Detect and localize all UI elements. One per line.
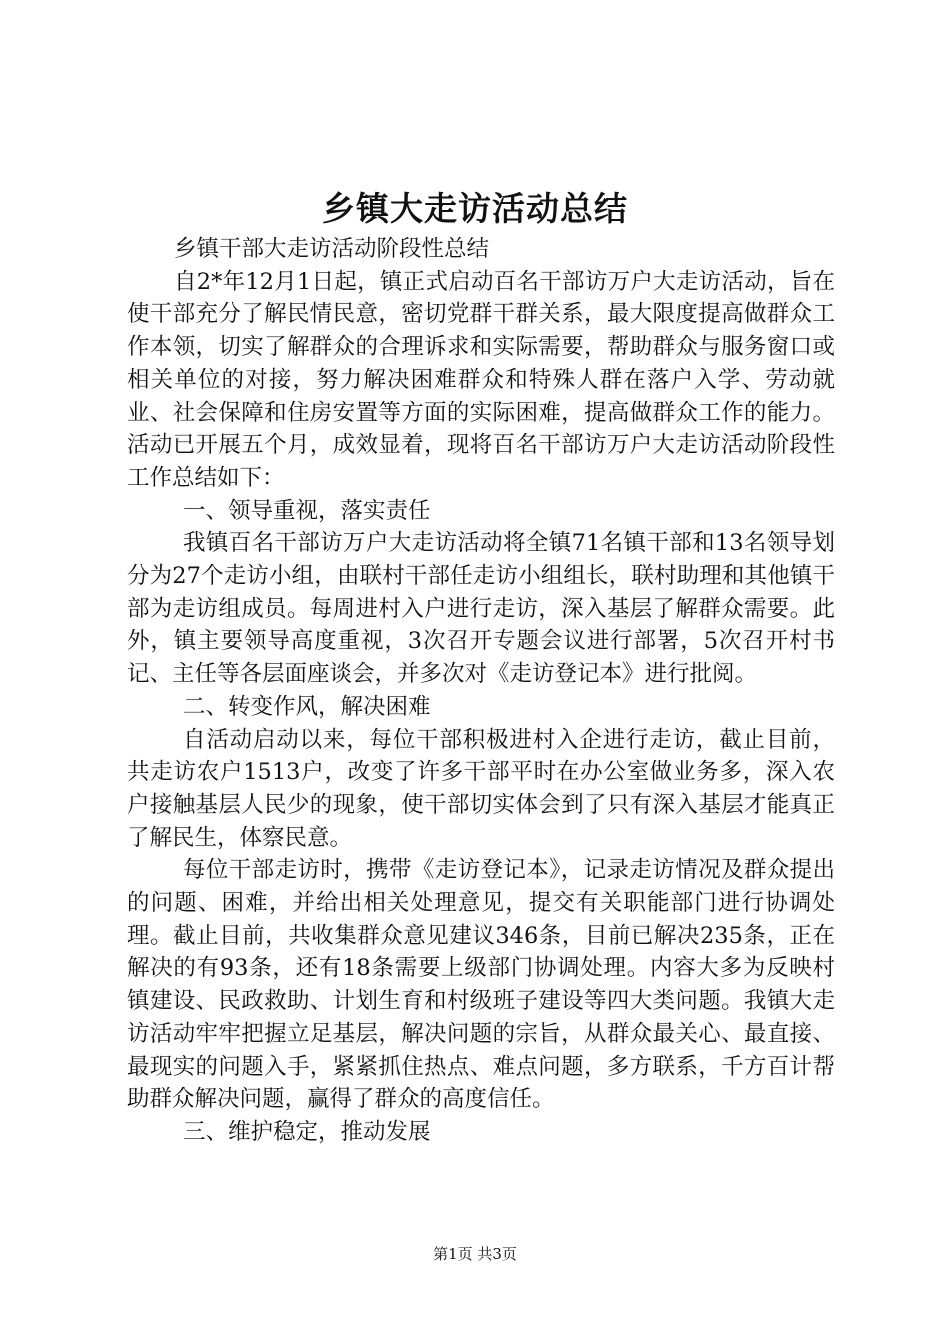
section-heading-1: 一、领导重视，落实责任 — [183, 497, 431, 524]
document-body — [127, 233, 835, 1149]
paragraph-section-2a: 自活动启动以来，每位干部积极进村入企进行走访，截止目前，共走访农户1513户，改变了许多干部平时在办公室做业务多，深入农户接触基层人民少的现象，使干部切实体会到了只有深入基层才能真正了解民生，体察民意。 — [127, 726, 835, 851]
section-heading-2: 二、转变作风，解决困难 — [183, 693, 431, 720]
document-title: 乡镇大走访活动总结 — [322, 189, 628, 228]
paragraph-intro: 自2*年12月1日起，镇正式启动百名干部访万户大走访活动，旨在使干部充分了解民情民意，密切党群干群关系，最大限度提高做群众工作本领，切实了解群众的合理诉求和实际需要，帮助群众与服务窗口或相关单位的对接，努力解决困难群众和特殊人群在落户入学、劳动就业、社会保障和住房安置等方面的实际困难，提高做群众工作的能力。活动已开展五个月，成效显着，现将百名干部访万户大走访活动阶段性工作总结如下： — [127, 268, 835, 491]
document-subtitle: 乡镇干部大走访活动阶段性总结 — [174, 236, 490, 262]
page-footer: 第1页 共3页 — [433, 1245, 517, 1263]
paragraph-section-2b: 每位干部走访时，携带《走访登记本》，记录走访情况及群众提出的问题、困难，并给出相关处理意见，提交有关职能部门进行协调处理。截止目前，共收集群众意见建议346条，目前已解决235条，正在解决的有93条，还有18条需要上级部门协调处理。内容大多为反映村镇建设、民政救助、计划生育和村级班子建设等四大类问题。我镇大走访活动牢牢把握立足基层，解决问题的宗旨，从群众最关心、最直接、最现实的问题入手，紧紧抓住热点、难点问题，多方联系，千方百计帮助群众解决问题，赢得了群众的高度信任。 — [127, 857, 835, 1113]
paragraph-section-1: 我镇百名干部访万户大走访活动将全镇71名镇干部和13名领导划分为27个走访小组，由联村干部任走访小组组长，联村助理和其他镇干部为走访组成员。每周进村入户进行走访，深入基层了解群众需要。此外，镇主要领导高度重视，3次召开专题会议进行部署，5次召开村书记、主任等各层面座谈会，并多次对《走访登记本》进行批阅。 — [127, 530, 835, 688]
section-heading-3: 三、维护稳定，推动发展 — [183, 1118, 431, 1145]
